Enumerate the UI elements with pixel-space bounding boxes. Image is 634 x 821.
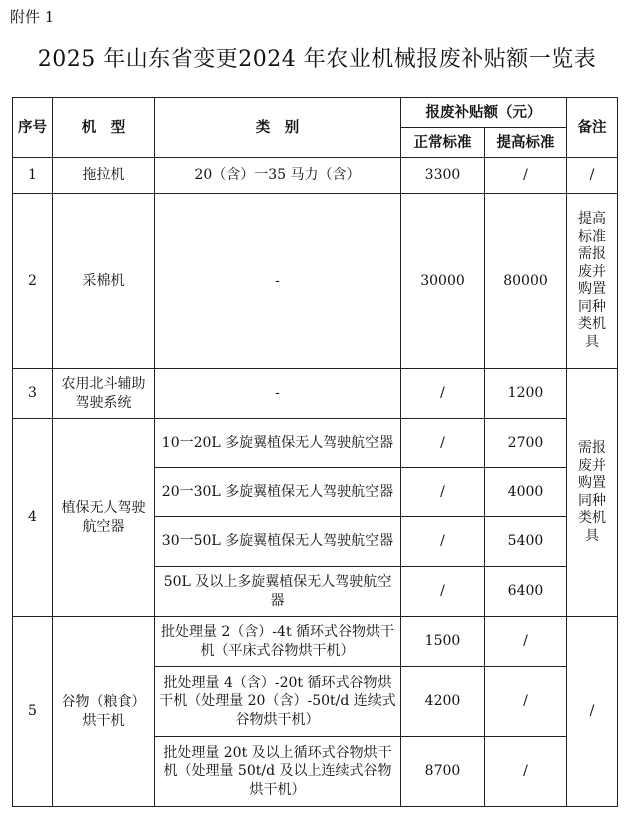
- header-category: 类 别: [155, 98, 401, 158]
- model-cell: 农用北斗辅助驾驶系统: [53, 369, 155, 419]
- subsidy-table: [12, 97, 618, 807]
- table-row: [13, 617, 618, 667]
- normal-cell: /: [401, 419, 485, 468]
- table-row: [13, 158, 618, 194]
- raised-cell: 4000: [485, 468, 567, 517]
- normal-cell: /: [401, 468, 485, 517]
- header-model: 机 型: [53, 98, 155, 158]
- normal-cell: 30000: [401, 194, 485, 369]
- raised-cell: /: [485, 737, 567, 807]
- category-cell: 批处理量 20t 及以上循环式谷物烘干机（处理量 50t/d 及以上连续式谷物烘干机）: [155, 737, 401, 807]
- seq-cell: 1: [13, 158, 53, 194]
- remark-cell: 需报废并购置同种类机具: [567, 369, 618, 617]
- category-cell: 20（含）一35 马力（含）: [155, 158, 401, 194]
- category-cell: 50L 及以上多旋翼植保无人驾驶航空器: [155, 567, 401, 617]
- normal-cell: 4200: [401, 667, 485, 737]
- model-cell: 谷物（粮食）烘干机: [53, 617, 155, 807]
- category-cell: 30一50L 多旋翼植保无人驾驶航空器: [155, 517, 401, 567]
- raised-cell: 1200: [485, 369, 567, 419]
- raised-cell: /: [485, 617, 567, 667]
- normal-cell: /: [401, 517, 485, 567]
- category-cell: 批处理量 2（含）-4t 循环式谷物烘干机（平床式谷物烘干机）: [155, 617, 401, 667]
- normal-cell: /: [401, 369, 485, 419]
- header-remark: 备注: [567, 98, 618, 158]
- category-cell: 批处理量 4（含）-20t 循环式谷物烘干机（处理量 20（含）-50t/d 连续式谷物烘干机）: [155, 667, 401, 737]
- raised-cell: /: [485, 667, 567, 737]
- table-row: [13, 419, 618, 468]
- remark-cell: /: [567, 158, 618, 194]
- page-title: 2025 年山东省变更2024 年农业机械报废补贴额一览表: [37, 47, 597, 72]
- normal-cell: 1500: [401, 617, 485, 667]
- category-cell: 20一30L 多旋翼植保无人驾驶航空器: [155, 468, 401, 517]
- attachment-label: 附件 1: [10, 8, 55, 26]
- seq-cell: 4: [13, 419, 53, 617]
- category-cell: 10一20L 多旋翼植保无人驾驶航空器: [155, 419, 401, 468]
- header-seq: 序号: [13, 98, 53, 158]
- seq-cell: 3: [13, 369, 53, 419]
- seq-cell: 2: [13, 194, 53, 369]
- normal-cell: /: [401, 567, 485, 617]
- normal-cell: 8700: [401, 737, 485, 807]
- normal-cell: 3300: [401, 158, 485, 194]
- table-row: [13, 369, 618, 419]
- header-normal: 正常标准: [401, 128, 485, 158]
- model-cell: 拖拉机: [53, 158, 155, 194]
- header-amount: 报废补贴额（元）: [401, 98, 567, 128]
- category-cell: -: [155, 369, 401, 419]
- remark-cell: /: [567, 617, 618, 807]
- category-cell: -: [155, 194, 401, 369]
- raised-cell: /: [485, 158, 567, 194]
- raised-cell: 80000: [485, 194, 567, 369]
- model-cell: 采棉机: [53, 194, 155, 369]
- raised-cell: 2700: [485, 419, 567, 468]
- raised-cell: 5400: [485, 517, 567, 567]
- header-raised: 提高标准: [485, 128, 567, 158]
- table-row: [13, 194, 618, 369]
- seq-cell: 5: [13, 617, 53, 807]
- model-cell: 植保无人驾驶航空器: [53, 419, 155, 617]
- remark-cell: 提高标准需报废并购置同种类机具: [567, 194, 618, 369]
- raised-cell: 6400: [485, 567, 567, 617]
